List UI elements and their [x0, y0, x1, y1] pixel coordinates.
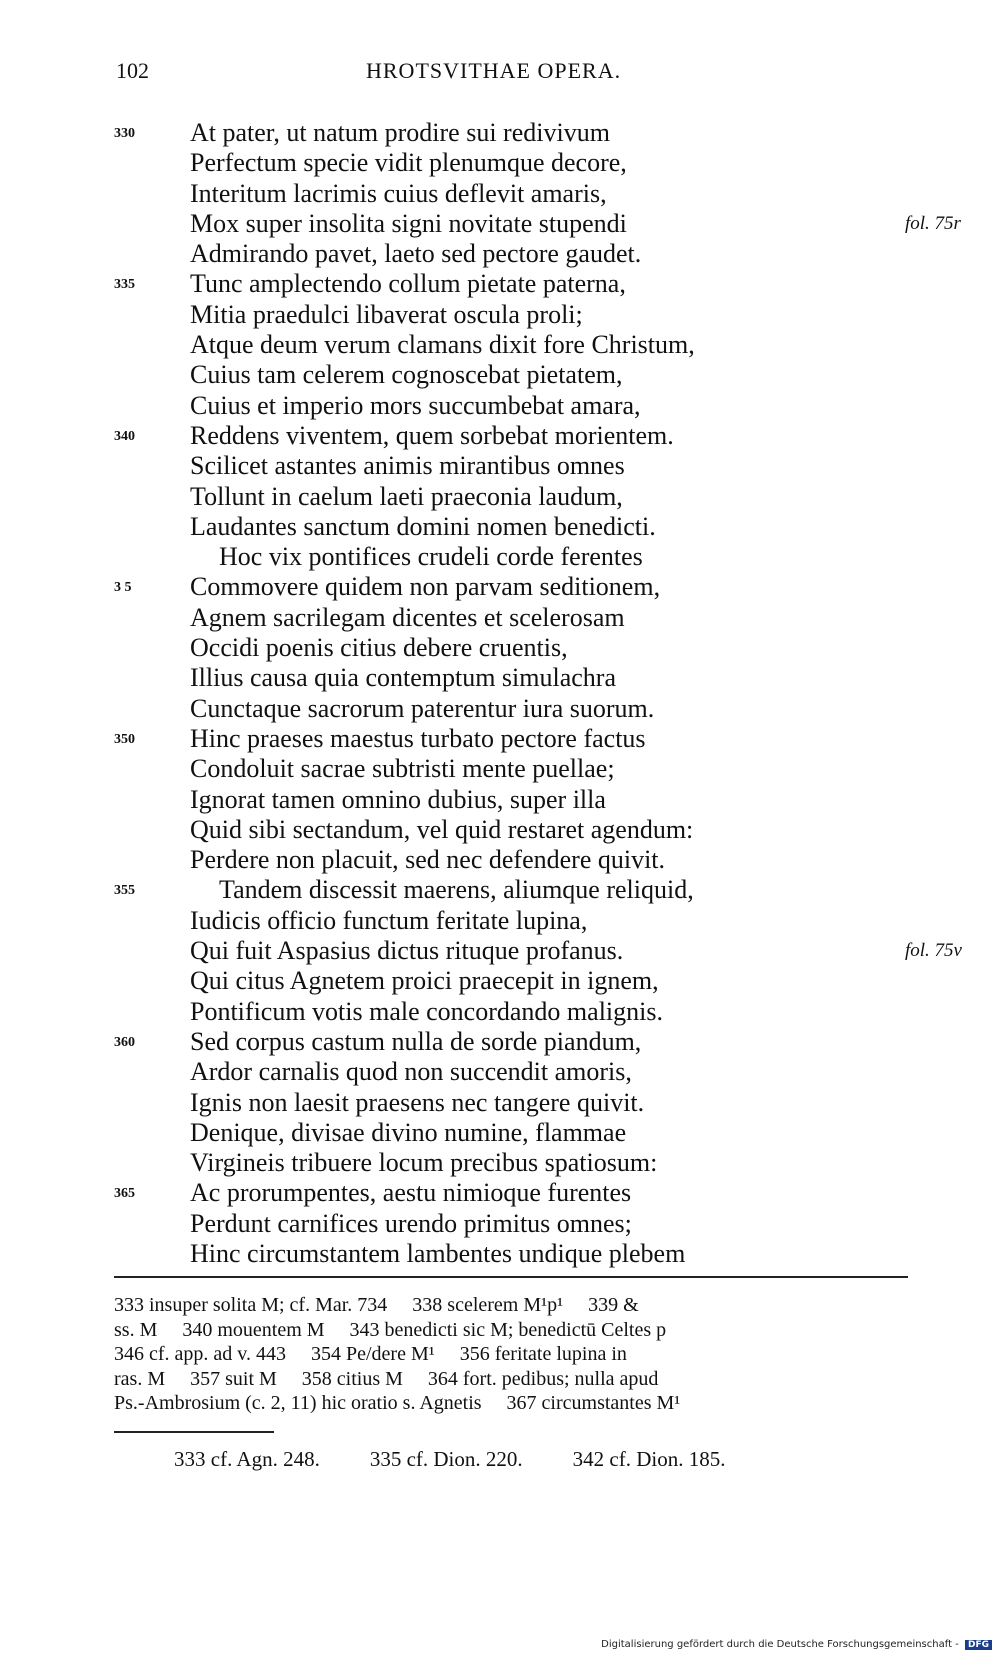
verse-line — [0, 179, 1000, 209]
verse-line — [0, 906, 1000, 936]
verse-text-line: Ac prorumpentes, aestu nimioque furentes — [190, 1178, 632, 1208]
verse-text-line: Ardor carnalis quod non succendit amoris, — [190, 1057, 632, 1087]
verse-line — [0, 663, 1000, 693]
verse-line — [0, 1088, 1000, 1118]
digitization-footer — [601, 1639, 992, 1650]
verse-line — [0, 482, 1000, 512]
verse-line — [0, 1118, 1000, 1148]
verse-line — [0, 966, 1000, 996]
sources-divider — [114, 1431, 274, 1433]
verse-line — [0, 542, 1000, 572]
verse-line — [0, 845, 1000, 875]
verse-line — [0, 694, 1000, 724]
critical-apparatus — [114, 1293, 908, 1416]
verse-line — [0, 1148, 1000, 1178]
verse-text-line: Mox super insolita signi novitate stupendi — [190, 208, 627, 238]
verse-line — [0, 936, 1000, 966]
verse-text-line: Sed corpus castum nulla de sorde piandum, — [190, 1026, 642, 1056]
verse-line — [0, 300, 1000, 330]
verse-text-line: Cunctaque sacrorum paterentur iura suorum. — [190, 693, 655, 723]
apparatus-line: ss. M 340 mouentem M 343 benedicti sic M; benedictū Celtes p — [114, 1318, 667, 1341]
verse-text-line: Hinc circumstantem lambentes undique plebem — [190, 1238, 686, 1268]
verse-text-line: Tandem discessit maerens, aliumque reliquid, — [219, 875, 694, 905]
verse-text-line: Agnem sacrilegam dicentes et scelerosam — [190, 602, 625, 632]
verse-text-line: Perdunt carnifices urendo primitus omnes; — [190, 1208, 632, 1238]
source-reference: 342 cf. Dion. 185. — [572, 1447, 726, 1471]
verse-text-line: Denique, divisae divino numine, flammae — [190, 1117, 627, 1147]
verse-line — [0, 1209, 1000, 1239]
verse-line — [0, 1057, 1000, 1087]
line-number: 355 — [114, 883, 135, 899]
verse-line — [0, 603, 1000, 633]
verse-line — [0, 360, 1000, 390]
verse-text-line: Virgineis tribuere locum precibus spatiosum: — [190, 1148, 658, 1178]
verse-line — [0, 1178, 1000, 1208]
apparatus-line: 346 cf. app. ad v. 443 354 Pe/dere M¹ 356 feritate lupina in — [114, 1343, 627, 1365]
page-header — [116, 58, 910, 90]
verse-text — [0, 118, 1000, 1269]
verse-line — [0, 330, 1000, 360]
verse-text-line: Quid sibi sectandum, vel quid restaret agendum: — [190, 814, 694, 844]
verse-text-line: Condoluit sacrae subtristi mente puellae; — [190, 754, 615, 784]
verse-text-line: Mitia praedulci libaverat oscula proli; — [190, 299, 583, 329]
verse-line — [0, 785, 1000, 815]
verse-text-line: Cuius tam celerem cognoscebat pietatem, — [190, 360, 623, 390]
line-number: 365 — [114, 1186, 135, 1202]
verse-line — [0, 633, 1000, 663]
verse-line — [0, 1027, 1000, 1057]
line-number: 340 — [114, 428, 135, 444]
verse-text-line: Tollunt in caelum laeti praeconia laudum, — [190, 481, 623, 511]
verse-text-line: Admirando pavet, laeto sed pectore gaudet. — [190, 239, 642, 269]
apparatus-line: Ps.-Ambrosium (c. 2, 11) hic oratio s. Agnetis 367 circumstantes M¹ — [114, 1392, 681, 1414]
verse-line — [0, 724, 1000, 754]
verse-line — [0, 209, 1000, 239]
verse-line — [0, 118, 1000, 148]
line-number: 330 — [114, 126, 135, 141]
source-references — [174, 1447, 775, 1472]
verse-text-line: Perfectum specie vidit plenumque decore, — [190, 148, 627, 178]
verse-text-line: Ignorat tamen omnino dubius, super illa — [190, 784, 606, 814]
verse-text-line: Tunc amplectendo collum pietate paterna, — [190, 269, 626, 299]
verse-line — [0, 815, 1000, 845]
verse-text-line: Qui fuit Aspasius dictus rituque profanus. — [190, 936, 624, 966]
verse-text-line: Iudicis officio functum feritate lupina, — [190, 905, 588, 935]
digitization-note: Digitalisierung gefördert durch die Deutsche Forschungsgemeinschaft - — [601, 1639, 959, 1650]
verse-line — [0, 512, 1000, 542]
verse-line — [0, 391, 1000, 421]
verse-text-line: Ignis non laesit praesens nec tangere quivit. — [190, 1087, 645, 1117]
apparatus-divider — [114, 1276, 908, 1278]
folio-marker: fol. 75r — [905, 212, 961, 234]
verse-line — [0, 239, 1000, 269]
apparatus-line: ras. M 357 suit M 358 citius M 364 fort. pedibus; nulla apud — [114, 1367, 659, 1390]
verse-line — [0, 997, 1000, 1027]
verse-text-line: Qui citus Agnetem proici praecepit in ignem, — [190, 966, 659, 996]
verse-text-line: Interitum lacrimis cuius deflevit amaris, — [190, 178, 607, 208]
verse-text-line: Commovere quidem non parvam seditionem, — [190, 572, 661, 602]
verse-text-line: Scilicet astantes animis mirantibus omnes — [190, 451, 625, 481]
line-number: 360 — [114, 1034, 135, 1050]
verse-line — [0, 421, 1000, 451]
line-number: 335 — [114, 277, 135, 293]
source-reference: 335 cf. Dion. 220. — [369, 1447, 523, 1471]
verse-line — [0, 451, 1000, 481]
verse-line — [0, 572, 1000, 602]
verse-text-line: Atque deum verum clamans dixit fore Christum, — [190, 330, 695, 360]
verse-text-line: Reddens viventem, quem sorbebat morientem. — [190, 420, 674, 450]
line-number: 3 5 — [114, 580, 132, 596]
verse-text-line: Perdere non placuit, sed nec defendere quivit. — [190, 845, 666, 875]
running-title: HROTSVITHAE OPERA. — [366, 58, 622, 83]
verse-line — [0, 754, 1000, 784]
page-number: 102 — [116, 58, 149, 83]
verse-line — [0, 1239, 1000, 1269]
verse-text-line: Hinc praeses maestus turbato pectore factus — [190, 723, 646, 753]
verse-text-line: Occidi poenis citius debere cruentis, — [190, 633, 568, 663]
dfg-logo: DFG — [965, 1640, 992, 1650]
verse-text-line: Cuius et imperio mors succumbebat amara, — [190, 390, 641, 420]
verse-text-line: Illius causa quia contemptum simulachra — [190, 663, 616, 693]
folio-marker: fol. 75v — [905, 940, 962, 962]
verse-line — [0, 875, 1000, 905]
verse-line — [0, 269, 1000, 299]
apparatus-line: 333 insuper solita M; cf. Mar. 734 338 scelerem M¹p¹ 339 & — [114, 1294, 639, 1316]
verse-text-line: Hoc vix pontifices crudeli corde ferentes — [219, 542, 643, 572]
source-reference: 333 cf. Agn. 248. — [174, 1447, 320, 1471]
line-number: 350 — [114, 731, 135, 747]
verse-text-line: At pater, ut natum prodire sui redivivum — [190, 118, 610, 147]
verse-line — [0, 148, 1000, 178]
verse-text-line: Laudantes sanctum domini nomen benedicti. — [190, 511, 656, 541]
verse-text-line: Pontificum votis male concordando malignis. — [190, 996, 663, 1026]
